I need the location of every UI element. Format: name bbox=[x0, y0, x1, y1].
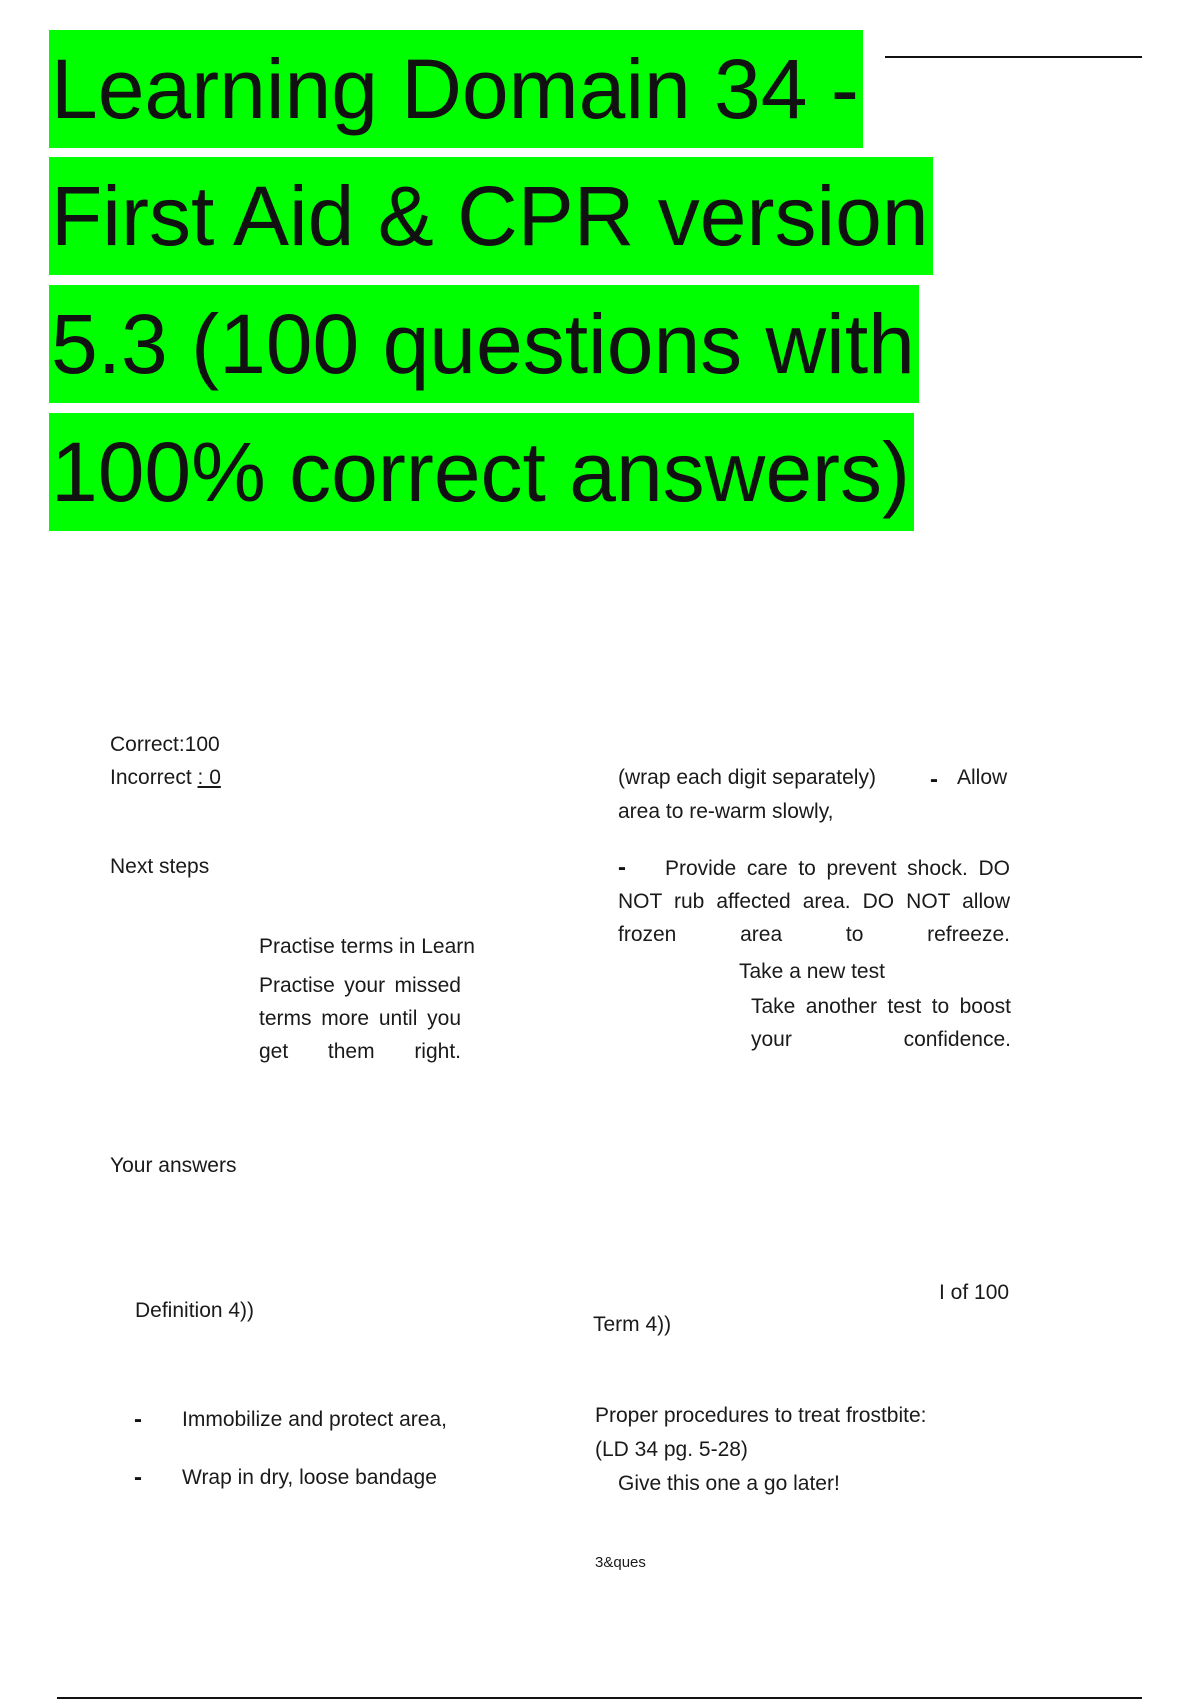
question-counter: I of 100 bbox=[939, 1281, 1010, 1304]
definition-bullet-2: Wrap in dry, loose bandage bbox=[182, 1466, 437, 1489]
term-label: Term 4)) bbox=[593, 1313, 672, 1336]
title-line-3: 5.3 (100 questions with bbox=[49, 285, 919, 403]
title-line-1: Learning Domain 34 - bbox=[49, 30, 863, 148]
bottom-rule bbox=[57, 1697, 1142, 1699]
footer-code: 3&ques bbox=[595, 1554, 646, 1571]
bullet-dash: - bbox=[618, 854, 626, 881]
definition-bullet-dash-2: - bbox=[134, 1464, 142, 1491]
definition-bullet-1: Immobilize and protect area, bbox=[182, 1408, 447, 1431]
take-test-description: Take another test to boost your confidence. bbox=[751, 995, 1011, 1051]
take-test-title[interactable]: Take a new test bbox=[739, 960, 885, 983]
next-steps-heading: Next steps bbox=[110, 855, 210, 878]
rewarm-text: area to re-warm slowly, bbox=[618, 800, 834, 823]
incorrect-value: : 0 bbox=[197, 766, 221, 789]
allow-text: Allow bbox=[957, 766, 1008, 789]
title-line-2: First Aid & CPR version bbox=[49, 157, 933, 275]
term-text: Proper procedures to treat frostbite: bbox=[595, 1404, 927, 1427]
shock-care-text: Provide care to prevent shock. DO NOT rub affected area. DO NOT allow frozen area to refreeze. bbox=[618, 857, 1010, 946]
try-later-hint[interactable]: Give this one a go later! bbox=[618, 1472, 840, 1495]
incorrect-label: Incorrect bbox=[110, 766, 192, 789]
your-answers-heading: Your answers bbox=[110, 1154, 237, 1177]
title-line-4: 100% correct answers) bbox=[49, 413, 914, 531]
practise-learn-description: Practise your missed terms more until you get them right. bbox=[259, 974, 461, 1063]
wrap-digit-text: (wrap each digit separately) bbox=[618, 766, 876, 789]
correct-count: Correct:100 bbox=[110, 733, 220, 756]
definition-bullet-dash-1: - bbox=[134, 1406, 142, 1433]
inline-dash: - bbox=[930, 766, 938, 793]
practise-learn-title[interactable]: Practise terms in Learn bbox=[259, 935, 475, 958]
definition-label: Definition 4)) bbox=[135, 1299, 255, 1322]
term-reference: (LD 34 pg. 5-28) bbox=[595, 1438, 748, 1461]
incorrect-count bbox=[110, 762, 221, 794]
top-rule bbox=[885, 56, 1142, 58]
